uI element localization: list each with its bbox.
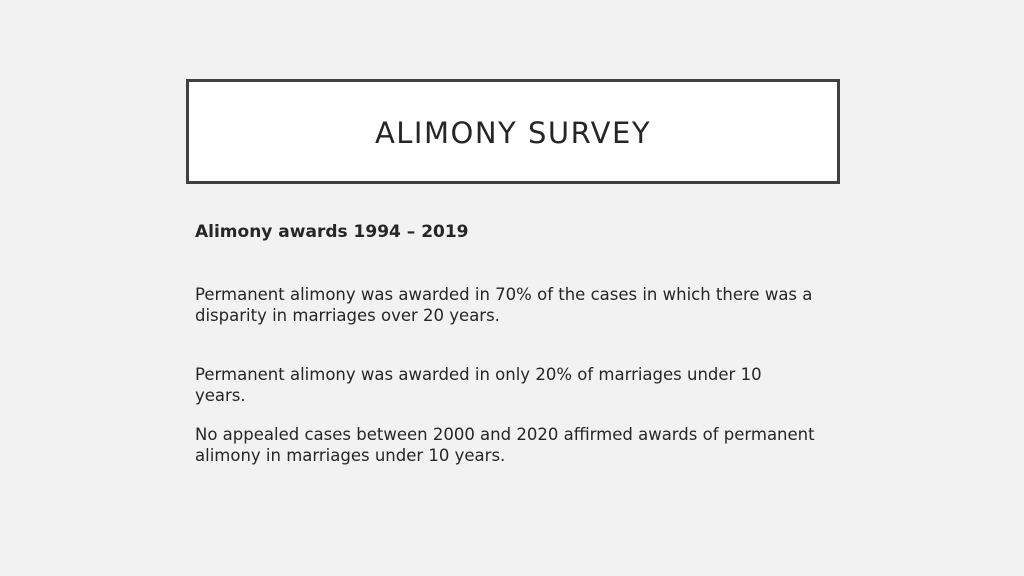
paragraph-long-marriage: Permanent alimony was awarded in 70% of the cases in which there was a disparity in marriages over 20 years. bbox=[195, 285, 813, 325]
slide-title: ALIMONY SURVEY bbox=[374, 115, 652, 150]
paragraph-short-marriage: Permanent alimony was awarded in only 20% of marriages under 10 years. bbox=[195, 365, 762, 405]
title-box bbox=[186, 79, 840, 184]
paragraph-appealed-cases: No appealed cases between 2000 and 2020 affirmed awards of permanent alimony in marriages under 10 years. bbox=[195, 425, 815, 465]
slide-subtitle: Alimony awards 1994 – 2019 bbox=[195, 222, 469, 242]
